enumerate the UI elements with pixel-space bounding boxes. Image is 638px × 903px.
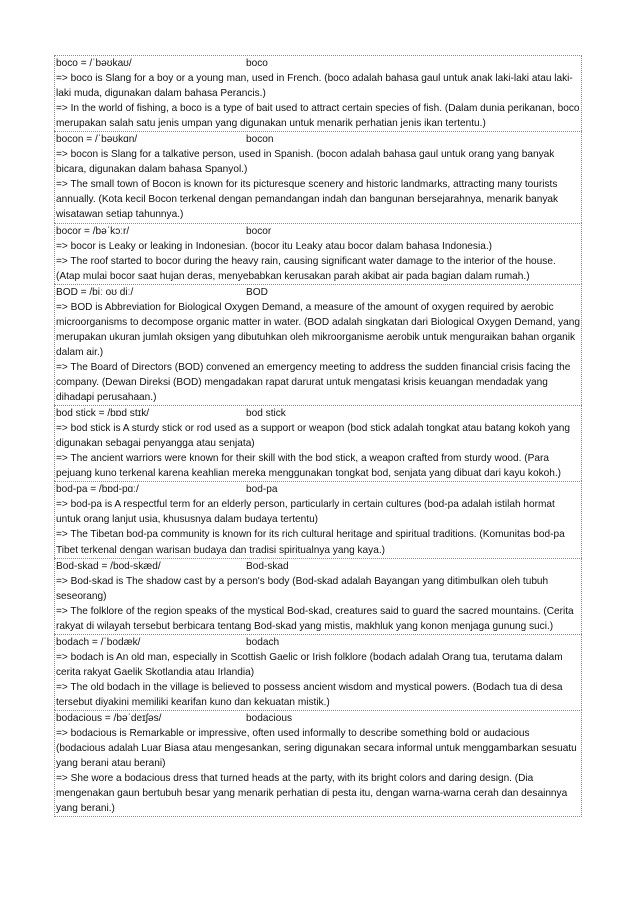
- entry-pronunciation: bod-pa = /bɒd-pɑː/: [56, 484, 139, 496]
- entry-definition: => bodach is An old man, especially in Scottish Gaelic or Irish folklore (bodach adalah Orang tua, terutama dalam cerita rakyat Gaelik Skotlandia atau Irlandia): [56, 651, 563, 678]
- dictionary-entry: [54, 558, 582, 634]
- dictionary-entry: [54, 634, 582, 710]
- entry-word: bocon: [246, 134, 274, 146]
- dictionary-entry: [54, 710, 582, 817]
- entry-definition: => bod-pa is A respectful term for an elderly person, particularly in certain cultures (bod-pa adalah istilah hormat untuk orang lanjut usia, khususnya dalam budaya tertentu): [56, 499, 555, 526]
- entry-pronunciation: bod stick = /bɒd stɪk/: [56, 408, 150, 420]
- dictionary-entry: [54, 55, 582, 131]
- entry-word: boco: [246, 58, 268, 69]
- entry-example: => The ancient warriors were known for their skill with the bod stick, a weapon crafted from sturdy wood. (Para pejuang kuno terkenal karena keahlian mereka menggunakan tongkat bod, senjata yang dibuat dari kayu kokoh.): [56, 453, 562, 480]
- entry-word: bodacious: [246, 713, 293, 725]
- entry-pronunciation: bocor = /bəˈkɔːr/: [56, 225, 130, 237]
- entry-example: => The Board of Directors (BOD) convened an emergency meeting to address the sudden financial crisis facing the company. (Dewan Direksi (BOD) mengadakan rapat darurat untuk mengatasi krisis keuangan mendadak yang dihadapi perusahaan.): [56, 361, 571, 404]
- entry-header: [56, 285, 580, 300]
- entry-definition: => Bod-skad is The shadow cast by a person's body (Bod-skad adalah Bayangan yang ditimbulkan oleh tubuh seseorang): [56, 575, 549, 602]
- entry-header: [56, 224, 580, 239]
- dictionary-entry: [54, 223, 582, 284]
- entry-pronunciation: bodach = /ˈbodæk/: [56, 636, 141, 648]
- entry-header: [56, 559, 580, 574]
- entry-pronunciation: bocon = /ˈbəʊkɑn/: [56, 134, 138, 146]
- entry-pronunciation: BOD = /biː oʊ diː/: [56, 286, 134, 298]
- entry-definition: => BOD is Abbreviation for Biological Oxygen Demand, a measure of the amount of oxygen required by aerobic microorganisms to decompose organic matter in water. (BOD adalah singkatan dari Biological Oxygen Demand, yang merupakan ukuran jumlah oksigen yang dibutuhkan oleh mikroorganisme aerobik untuk menguraikan bahan organik dalam air.): [56, 301, 581, 358]
- dictionary-page: [54, 55, 582, 817]
- entry-example: => In the world of fishing, a boco is a type of bait used to attract certain species of fish. (Dalam dunia perikanan, boco merupakan salah satu jenis umpan yang digunakan untuk menarik perhatian jenis ikan tertentu.): [56, 103, 580, 130]
- entry-word: BOD: [246, 286, 268, 298]
- entry-pronunciation: Bod-skad = /bod-skæd/: [56, 560, 161, 572]
- entry-word: Bod-skad: [246, 560, 289, 572]
- entry-definition: => bodacious is Remarkable or impressive, often used informally to describe something bold or audacious (bodacious adalah Luar Biasa atau mengesankan, sering digunakan secara informal untuk menggambarkan sesuatu yang berani atau berani): [56, 728, 577, 770]
- entry-header: [56, 635, 580, 650]
- entry-header: [56, 132, 580, 147]
- entry-word: bocor: [246, 225, 272, 237]
- dictionary-entry: [54, 405, 582, 481]
- entry-header: [56, 482, 580, 497]
- entry-example: => The folklore of the region speaks of the mystical Bod-skad, creatures said to guard the sacred mountains. (Cerita rakyat di wilayah tersebut berbicara tentang Bod-skad yang mistis, makhluk yang konon menjaga gunung suci.): [56, 605, 574, 632]
- entry-word: bod stick: [246, 408, 286, 420]
- entry-example: => The old bodach in the village is believed to possess ancient wisdom and mystical powers. (Bodach tua di desa tersebut diyakini memiliki kearifan kuno dan kekuatan mistik.): [56, 681, 563, 708]
- entry-definition: => boco is Slang for a boy or a young man, used in French. (boco adalah bahasa gaul untuk anak laki-laki atau laki-laki muda, digunakan dalam bahasa Perancis.): [56, 73, 573, 100]
- entry-definition: => bod stick is A sturdy stick or rod used as a support or weapon (bod stick adalah tongkat atau batang kokoh yang digunakan sebagai penyangga atau senjata): [56, 423, 570, 450]
- entry-header: [56, 711, 580, 726]
- entry-definition: => bocor is Leaky or leaking in Indonesian. (bocor itu Leaky atau bocor dalam bahasa Indonesia.): [56, 240, 492, 252]
- entry-example: => She wore a bodacious dress that turned heads at the party, with its bright colors and daring design. (Dia mengenakan gaun bertubuh besar yang menarik perhatian di pesta itu, dengan warna-warna cerah dan desainnya yang berani.): [56, 773, 568, 815]
- dictionary-entry: [54, 481, 582, 557]
- entry-pronunciation: boco = /ˈbəʊkaʊ/: [56, 58, 132, 69]
- entry-header: [56, 56, 580, 71]
- dictionary-entry: [54, 284, 582, 405]
- entry-pronunciation: bodacious = /bəˈdeɪʃəs/: [56, 713, 162, 725]
- entry-example: => The Tibetan bod-pa community is known for its rich cultural heritage and spiritual traditions. (Komunitas bod-pa Tibet terkenal dengan warisan budaya dan tradisi spiritualnya yang kaya.): [56, 529, 565, 556]
- entry-example: => The small town of Bocon is known for its picturesque scenery and historic landmarks, attracting many tourists annually. (Kota kecil Bocon terkenal dengan pemandangan indah dan bangunan bersejarahnya, menarik banyak wisatawan setiap tahunnya.): [56, 179, 559, 221]
- entry-definition: => bocon is Slang for a talkative person, used in Spanish. (bocon adalah bahasa gaul untuk orang yang banyak bicara, digunakan dalam bahasa Spanyol.): [56, 149, 555, 176]
- entry-word: bodach: [246, 636, 280, 648]
- entry-example: => The roof started to bocor during the heavy rain, causing significant water damage to the interior of the house. (Atap mulai bocor saat hujan deras, menyebabkan kerusakan parah akibat air pada bagian dalam rumah.): [56, 255, 556, 282]
- entry-header: [56, 406, 580, 421]
- dictionary-entry: [54, 131, 582, 222]
- entry-word: bod-pa: [246, 484, 278, 496]
